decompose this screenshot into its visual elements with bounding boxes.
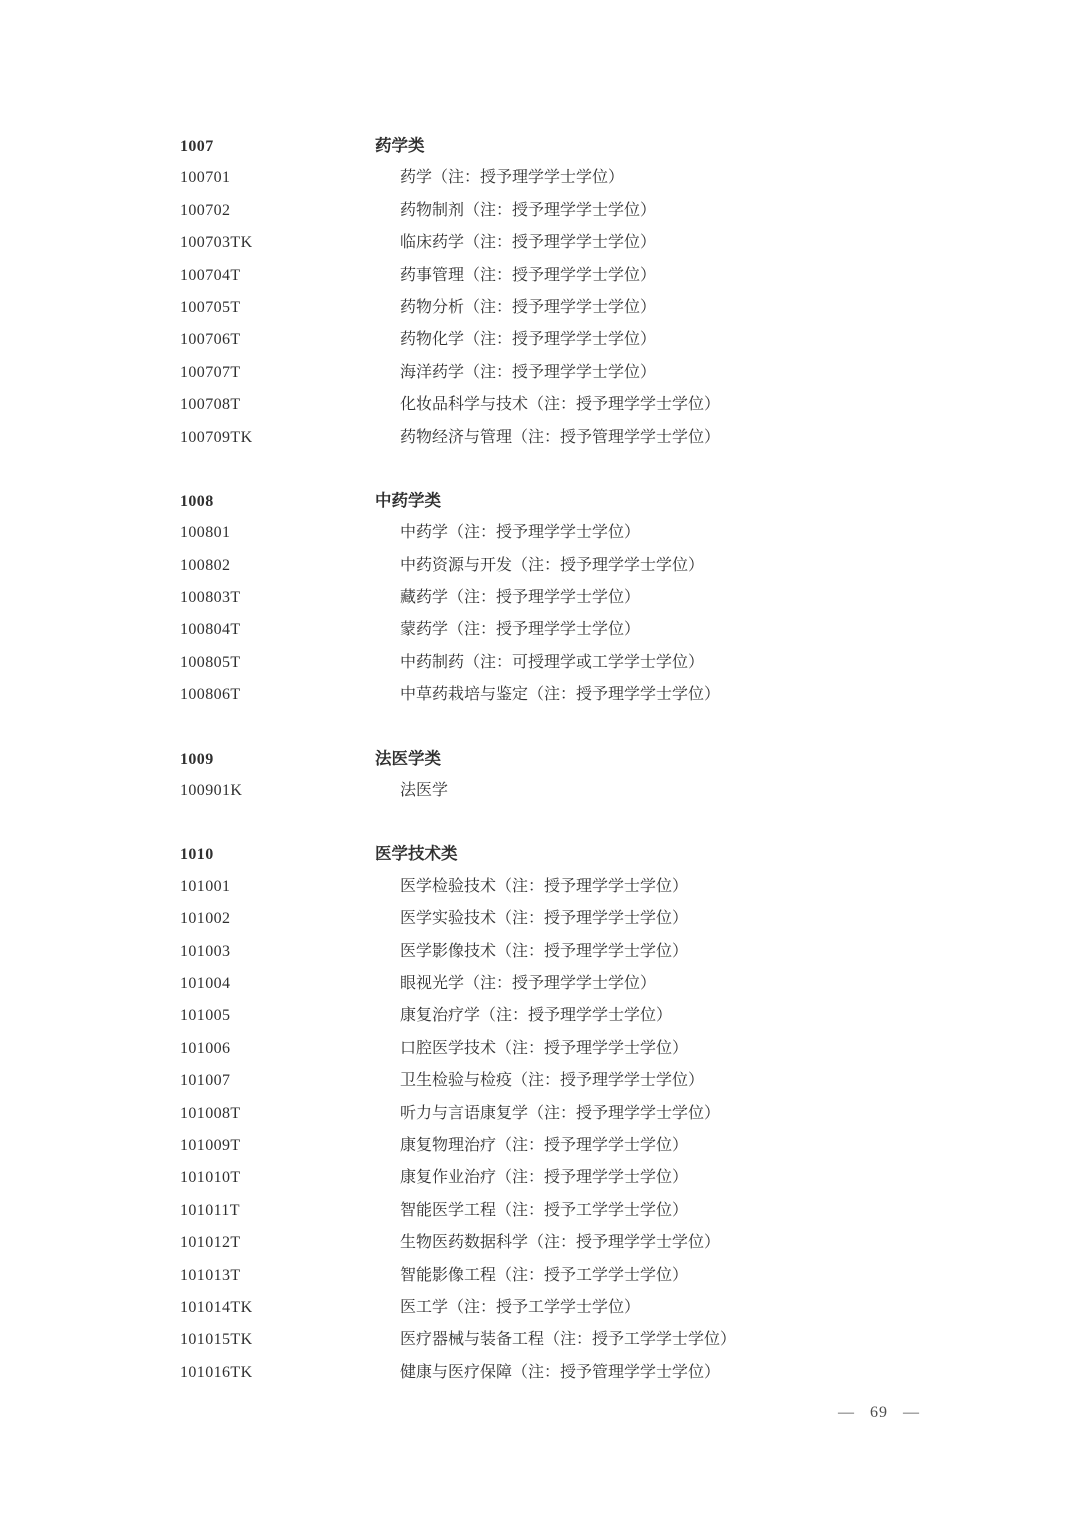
group-title: 法医学类 xyxy=(375,749,441,768)
major-name: 中药学（注：授予理学学士学位） xyxy=(400,524,641,542)
major-name: 生物医药数据科学（注：授予理学学士学位） xyxy=(400,1234,721,1252)
major-name: 药物制剂（注：授予理学学士学位） xyxy=(400,201,657,219)
major-group xyxy=(180,130,980,454)
major-row xyxy=(180,1195,980,1227)
major-code: 100709TK xyxy=(180,428,253,446)
major-code: 101005 xyxy=(180,1007,231,1025)
major-row xyxy=(180,1227,980,1259)
major-row xyxy=(180,517,980,549)
major-code: 100901K xyxy=(180,782,243,800)
major-name: 智能影像工程（注：授予工学学士学位） xyxy=(400,1266,689,1284)
major-code: 101006 xyxy=(180,1039,231,1057)
major-name: 口腔医学技术（注：授予理学学士学位） xyxy=(400,1039,689,1057)
major-name: 眼视光学（注：授予理学学士学位） xyxy=(400,974,657,992)
major-name: 卫生检验与检疫（注：授予理学学士学位） xyxy=(400,1072,705,1090)
major-code: 101012T xyxy=(180,1234,241,1252)
major-code: 101008T xyxy=(180,1104,241,1122)
major-name: 康复治疗学（注：授予理学学士学位） xyxy=(400,1007,673,1025)
major-row xyxy=(180,1260,980,1292)
major-code: 101007 xyxy=(180,1072,231,1090)
major-row xyxy=(180,292,980,324)
major-row xyxy=(180,1292,980,1324)
major-row xyxy=(180,227,980,259)
major-group xyxy=(180,743,980,808)
group-title: 药学类 xyxy=(375,137,425,155)
major-row xyxy=(180,260,980,292)
major-code: 101013T xyxy=(180,1266,241,1284)
major-name: 临床药学（注：授予理学学士学位） xyxy=(400,234,657,252)
major-row xyxy=(180,679,980,711)
major-group-header xyxy=(180,130,980,162)
major-name: 康复作业治疗（注：授予理学学士学位） xyxy=(400,1169,689,1187)
major-name: 药物化学（注：授予理学学士学位） xyxy=(400,331,657,349)
group-title: 中药学类 xyxy=(375,491,441,510)
major-code: 100706T xyxy=(180,331,241,349)
major-name: 法医学 xyxy=(400,782,449,800)
major-code: 101004 xyxy=(180,974,231,992)
major-name: 化妆品科学与技术（注：授予理学学士学位） xyxy=(400,396,721,414)
major-code: 100703TK xyxy=(180,234,253,252)
major-row xyxy=(180,1162,980,1194)
major-name: 医疗器械与装备工程（注：授予工学学士学位） xyxy=(400,1331,737,1349)
major-row xyxy=(180,550,980,582)
major-row xyxy=(180,1065,980,1097)
major-row xyxy=(180,389,980,421)
major-code: 100801 xyxy=(180,524,231,542)
major-row xyxy=(180,647,980,679)
major-name: 蒙药学（注：授予理学学士学位） xyxy=(400,621,641,639)
major-name: 药事管理（注：授予理学学士学位） xyxy=(400,266,657,284)
major-code: 100806T xyxy=(180,686,241,704)
major-group-header xyxy=(180,838,980,870)
major-row xyxy=(180,871,980,903)
major-code: 100702 xyxy=(180,201,231,219)
major-code: 100704T xyxy=(180,266,241,284)
major-code: 101003 xyxy=(180,942,231,960)
major-row xyxy=(180,936,980,968)
group-code: 1009 xyxy=(180,750,214,768)
major-name: 医学检验技术（注：授予理学学士学位） xyxy=(400,877,689,895)
major-row xyxy=(180,357,980,389)
major-catalog-list xyxy=(180,130,980,1389)
major-name: 智能医学工程（注：授予工学学士学位） xyxy=(400,1201,689,1219)
major-group-header xyxy=(180,485,980,517)
major-group-header xyxy=(180,743,980,775)
major-name: 药物经济与管理（注：授予管理学学士学位） xyxy=(400,428,721,446)
major-row xyxy=(180,1324,980,1356)
page-footer xyxy=(838,1404,920,1422)
major-code: 100707T xyxy=(180,363,241,381)
major-code: 100708T xyxy=(180,396,241,414)
group-code: 1010 xyxy=(180,846,214,864)
major-code: 101015TK xyxy=(180,1331,253,1349)
major-row xyxy=(180,968,980,1000)
major-row xyxy=(180,195,980,227)
major-name: 医工学（注：授予工学学士学位） xyxy=(400,1298,641,1316)
major-group xyxy=(180,485,980,712)
group-title: 医学技术类 xyxy=(375,845,458,864)
major-name: 健康与医疗保障（注：授予管理学学士学位） xyxy=(400,1363,721,1381)
major-code: 101016TK xyxy=(180,1363,253,1381)
major-code: 101001 xyxy=(180,877,231,895)
major-name: 药学（注：授予理学学士学位） xyxy=(400,169,625,187)
major-name: 康复物理治疗（注：授予理学学士学位） xyxy=(400,1136,689,1154)
major-code: 101009T xyxy=(180,1136,241,1154)
major-code: 100805T xyxy=(180,653,241,671)
major-name: 医学影像技术（注：授予理学学士学位） xyxy=(400,942,689,960)
major-code: 100701 xyxy=(180,169,231,187)
major-row xyxy=(180,582,980,614)
major-row xyxy=(180,775,980,807)
major-row xyxy=(180,903,980,935)
major-code: 100803T xyxy=(180,589,241,607)
page-number: — 69 — xyxy=(838,1404,920,1421)
group-code: 1007 xyxy=(180,138,214,155)
major-code: 101010T xyxy=(180,1169,241,1187)
major-row xyxy=(180,1098,980,1130)
major-name: 中药资源与开发（注：授予理学学士学位） xyxy=(400,556,705,574)
major-code: 100802 xyxy=(180,556,231,574)
major-code: 101011T xyxy=(180,1201,240,1219)
major-name: 中药制药（注：可授理学或工学学士学位） xyxy=(400,653,705,671)
major-name: 医学实验技术（注：授予理学学士学位） xyxy=(400,910,689,928)
major-row xyxy=(180,324,980,356)
major-row xyxy=(180,422,980,454)
major-name: 藏药学（注：授予理学学士学位） xyxy=(400,589,641,607)
major-code: 100804T xyxy=(180,621,241,639)
major-row xyxy=(180,1357,980,1389)
major-group xyxy=(180,838,980,1389)
major-code: 101014TK xyxy=(180,1298,253,1316)
major-code: 100705T xyxy=(180,298,241,316)
major-name: 药物分析（注：授予理学学士学位） xyxy=(400,298,657,316)
major-name: 海洋药学（注：授予理学学士学位） xyxy=(400,363,657,381)
major-row xyxy=(180,1130,980,1162)
major-row xyxy=(180,1033,980,1065)
group-code: 1008 xyxy=(180,492,214,510)
major-name: 中草药栽培与鉴定（注：授予理学学士学位） xyxy=(400,686,721,704)
major-code: 101002 xyxy=(180,910,231,928)
major-row xyxy=(180,614,980,646)
major-row xyxy=(180,1000,980,1032)
major-name: 听力与言语康复学（注：授予理学学士学位） xyxy=(400,1104,721,1122)
major-row xyxy=(180,162,980,194)
